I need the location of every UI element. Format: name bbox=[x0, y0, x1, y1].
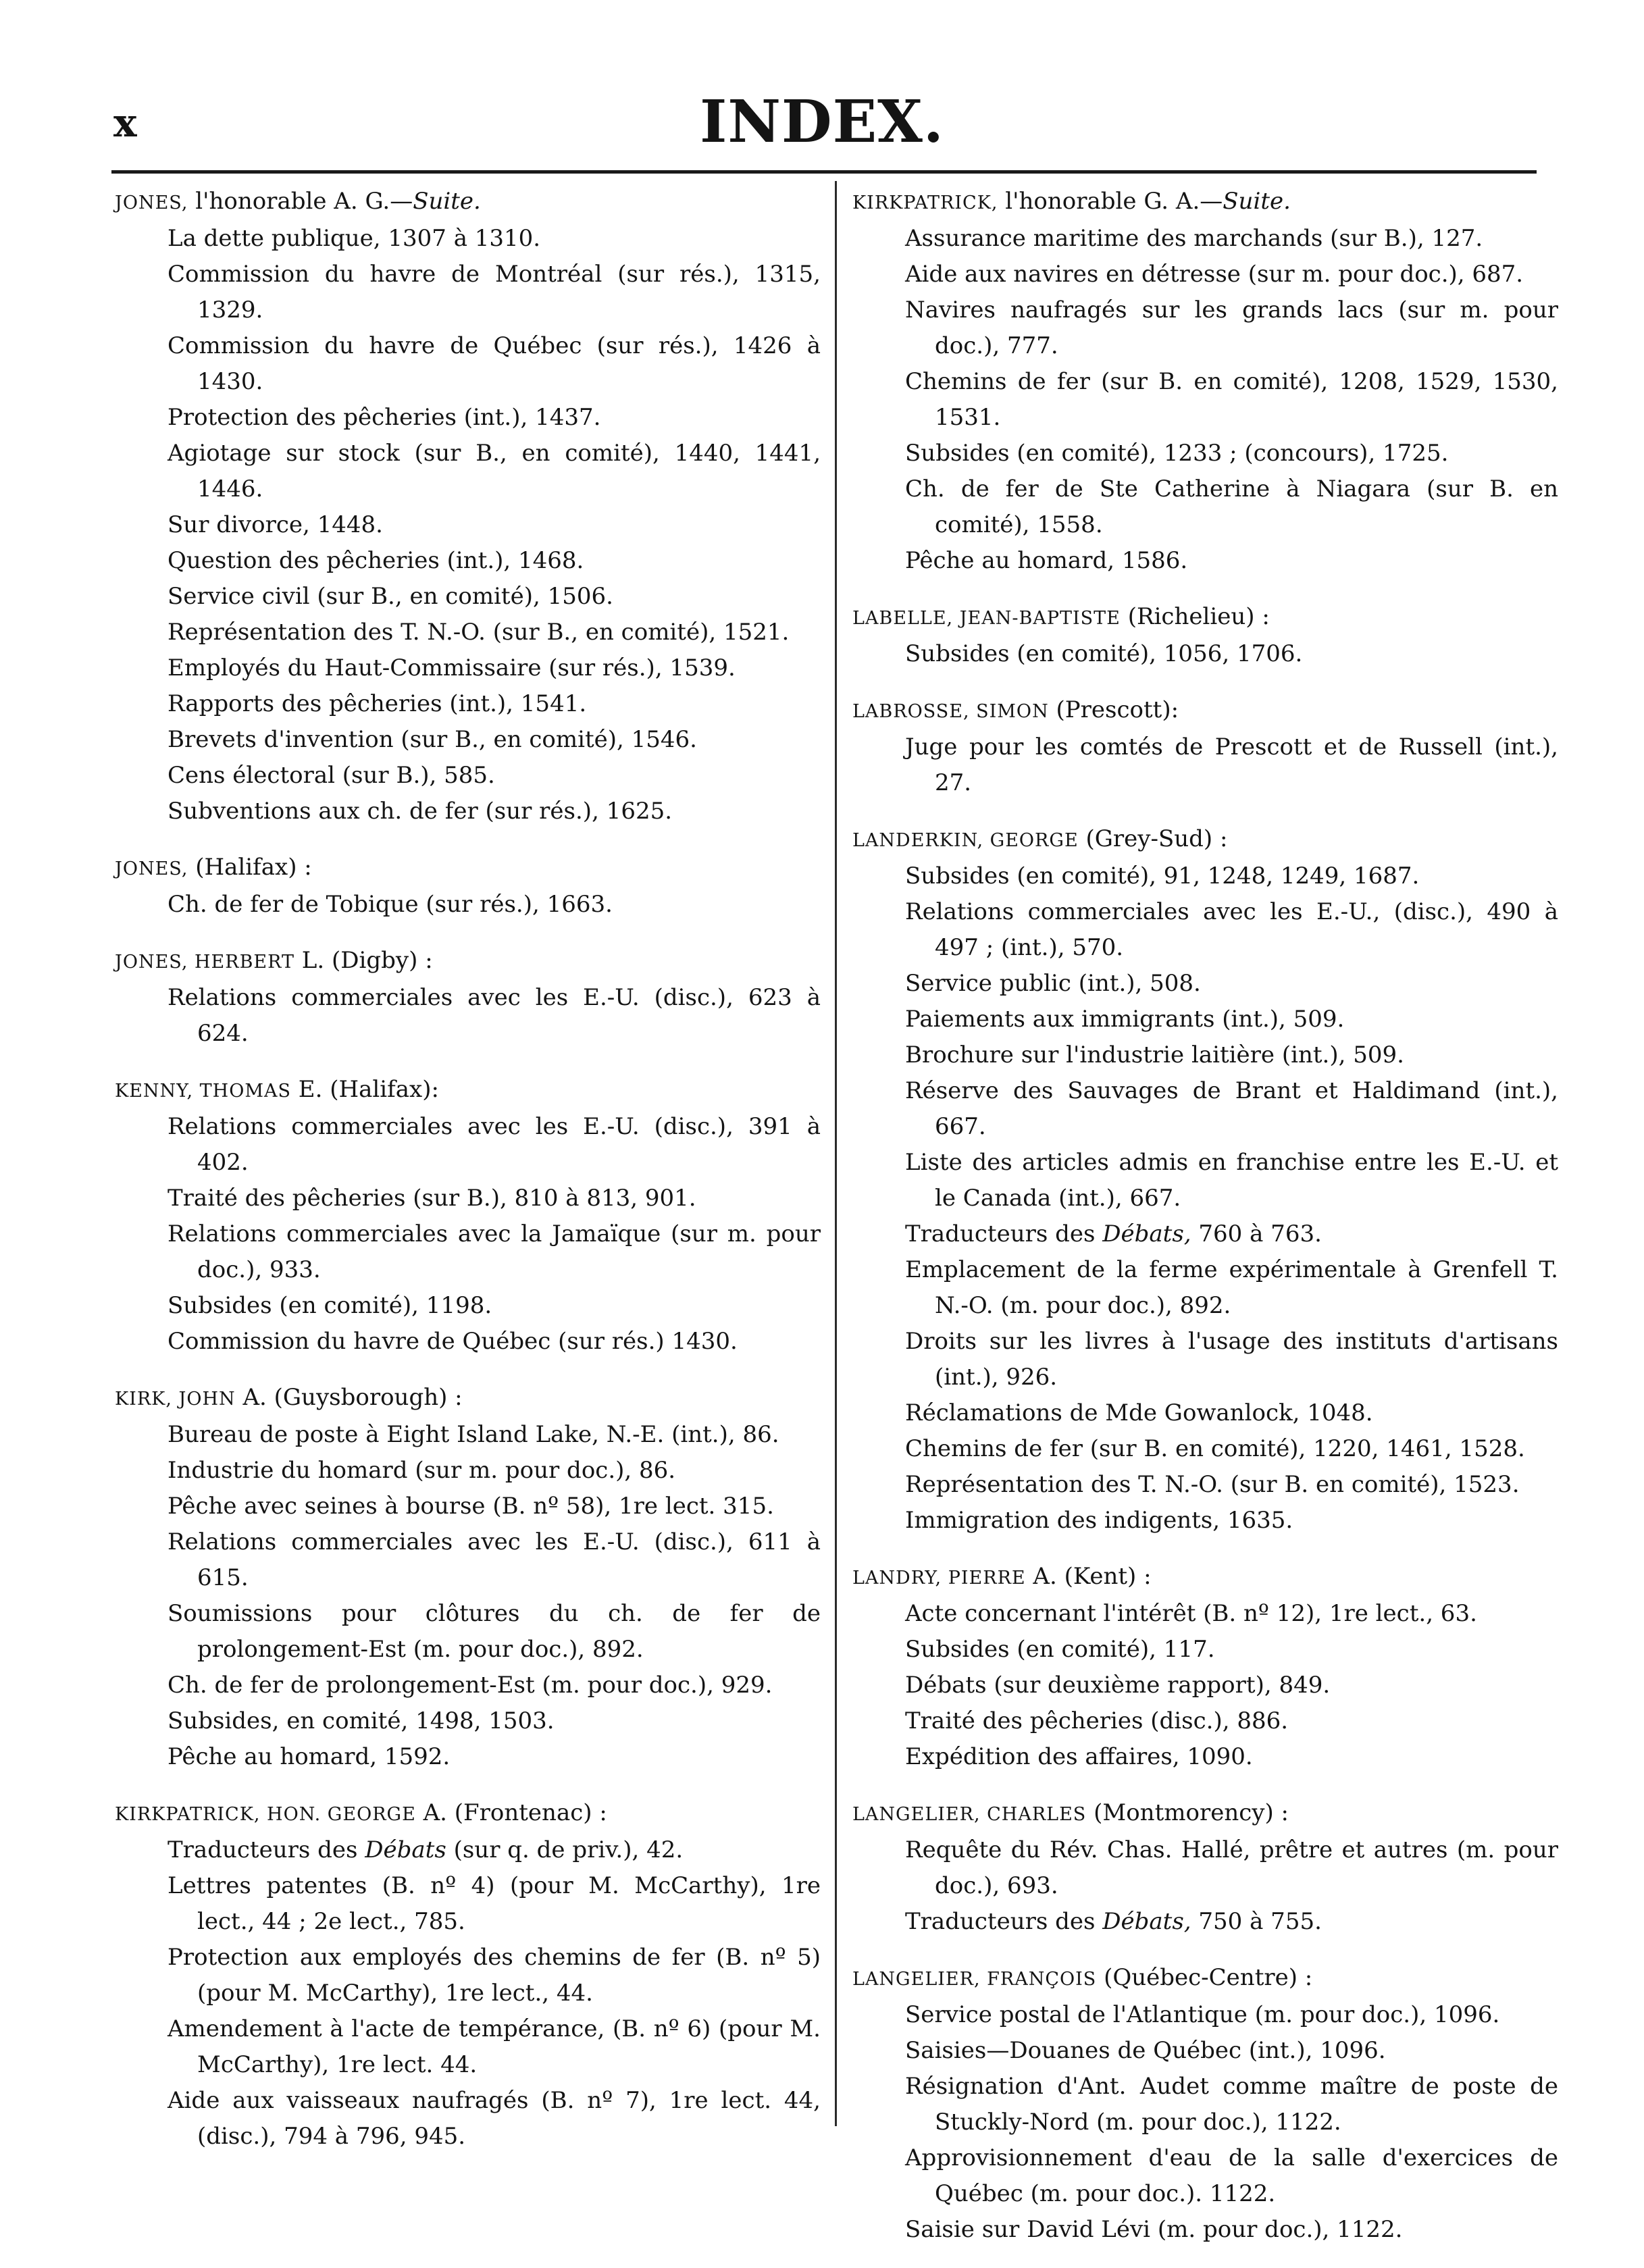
column-divider bbox=[835, 181, 837, 2126]
index-subentry: Relations commerciales avec les E.-U. (disc.), 391 à 402. bbox=[168, 1113, 821, 1176]
index-subentry: Débats (sur deuxième rapport), 849. bbox=[905, 1672, 1331, 1699]
index-subentry: Liste des articles admis en franchise entre les E.-U. et le Canada (int.), 667. bbox=[905, 1149, 1558, 1212]
entry-detail: A. (Guysborough) : bbox=[235, 1384, 463, 1411]
index-subentry: Brochure sur l'industrie laitière (int.), 509. bbox=[905, 1041, 1404, 1068]
index-subentry: Industrie du homard (sur m. pour doc.), 86. bbox=[168, 1457, 676, 1484]
page-number: x bbox=[113, 100, 137, 146]
index-entry bbox=[115, 943, 821, 1052]
index-subentry: Expédition des affaires, 1090. bbox=[905, 1743, 1253, 1770]
index-subentry: Chemins de fer (sur B. en comité), 1220, 1461, 1528. bbox=[905, 1435, 1525, 1462]
index-column-right bbox=[852, 184, 1558, 2268]
entry-continued: Suite. bbox=[413, 188, 481, 215]
entry-detail: (Grey-Sud) : bbox=[1078, 825, 1228, 852]
entry-name: LABROSSE, SIMON bbox=[852, 701, 1049, 722]
index-subentry: Rapports des pêcheries (int.), 1541. bbox=[168, 690, 587, 717]
index-entry bbox=[852, 1795, 1558, 1940]
index-subentry: Traducteurs des Débats, 760 à 763. bbox=[905, 1220, 1322, 1247]
index-subentry: La dette publique, 1307 à 1310. bbox=[168, 225, 541, 252]
entry-heading bbox=[115, 184, 821, 221]
index-entry bbox=[852, 1960, 1558, 2248]
index-subentry: Assurance maritime des marchands (sur B.), 127. bbox=[905, 225, 1483, 252]
entry-detail: (Richelieu) : bbox=[1120, 603, 1270, 630]
index-subentry: Ch. de fer de Tobique (sur rés.), 1663. bbox=[168, 891, 613, 918]
index-subentry: Amendement à l'acte de tempérance, (B. nº 6) (pour M. McCarthy), 1re lect. 44. bbox=[168, 2015, 821, 2078]
entry-name: KENNY, THOMAS bbox=[115, 1081, 291, 1102]
page-header bbox=[0, 0, 1644, 162]
entry-heading bbox=[852, 692, 1558, 729]
index-subentry: Subsides (en comité), 91, 1248, 1249, 1687. bbox=[905, 862, 1420, 890]
index-subentry: Pêche au homard, 1592. bbox=[168, 1743, 451, 1770]
entry-name: LANDERKIN, GEORGE bbox=[852, 830, 1079, 851]
index-subentry: Subventions aux ch. de fer (sur rés.), 1625. bbox=[168, 798, 673, 825]
entry-name: JONES, bbox=[115, 192, 188, 213]
index-entry bbox=[852, 184, 1558, 579]
index-subentry: Aide aux navires en détresse (sur m. pour doc.), 687. bbox=[905, 261, 1524, 288]
index-subentry: Emplacement de la ferme expérimentale à Grenfell T. N.-O. (m. pour doc.), 892. bbox=[905, 1256, 1558, 1319]
index-subentry: Traducteurs des Débats, 750 à 755. bbox=[905, 1908, 1322, 1935]
index-subentry: Représentation des T. N.-O. (sur B., en comité), 1521. bbox=[168, 619, 790, 646]
entry-detail: (Québec-Centre) : bbox=[1096, 1964, 1313, 1991]
index-entry bbox=[852, 599, 1558, 672]
index-subentry: Subsides, en comité, 1498, 1503. bbox=[168, 1707, 555, 1734]
index-subentry: Réserve des Sauvages de Brant et Haldimand (int.), 667. bbox=[905, 1077, 1558, 1140]
index-subentry: Ch. de fer de Ste Catherine à Niagara (sur B. en comité), 1558. bbox=[905, 475, 1558, 538]
index-subentry: Question des pêcheries (int.), 1468. bbox=[168, 547, 584, 574]
index-entry bbox=[852, 821, 1558, 1539]
index-subentry: Résignation d'Ant. Audet comme maître de poste de Stuckly-Nord (m. pour doc.), 1122. bbox=[905, 2073, 1558, 2136]
entry-detail: l'honorable G. A.— bbox=[998, 188, 1223, 215]
index-subentry: Relations commerciales avec les E.-U. (disc.), 611 à 615. bbox=[168, 1528, 821, 1591]
index-subentry: Subsides (en comité), 1233 ; (concours), 1725. bbox=[905, 440, 1449, 467]
index-entry bbox=[852, 692, 1558, 801]
entry-heading bbox=[115, 850, 821, 887]
index-subentry: Chemins de fer (sur B. en comité), 1208, 1529, 1530, 1531. bbox=[905, 368, 1558, 431]
index-subentry: Protection des pêcheries (int.), 1437. bbox=[168, 404, 601, 431]
index-subentry: Juge pour les comtés de Prescott et de Russell (int.), 27. bbox=[905, 733, 1558, 796]
index-subentry: Traducteurs des Débats (sur q. de priv.), 42. bbox=[168, 1836, 684, 1863]
index-subentry: Relations commerciales avec les E.-U. (disc.), 623 à 624. bbox=[168, 984, 821, 1047]
entry-heading bbox=[852, 184, 1558, 221]
entry-continued: Suite. bbox=[1223, 188, 1291, 215]
index-subentry: Bureau de poste à Eight Island Lake, N.-E. (int.), 86. bbox=[168, 1421, 779, 1448]
index-subentry: Subsides (en comité), 117. bbox=[905, 1636, 1215, 1663]
entry-heading bbox=[852, 1960, 1558, 1997]
entry-heading bbox=[852, 1795, 1558, 1832]
index-subentry: Service public (int.), 508. bbox=[905, 970, 1201, 997]
index-entry bbox=[115, 184, 821, 829]
index-subentry: Navires naufragés sur les grands lacs (sur m. pour doc.), 777. bbox=[905, 297, 1558, 359]
entry-name: KIRKPATRICK, HON. GEORGE bbox=[115, 1804, 416, 1825]
index-subentry: Traité des pêcheries (sur B.), 810 à 813, 901. bbox=[168, 1185, 696, 1212]
index-subentry: Traité des pêcheries (disc.), 886. bbox=[905, 1707, 1289, 1734]
index-subentry: Commission du havre de Québec (sur rés.) 1430. bbox=[168, 1328, 738, 1355]
index-subentry: Approvisionnement d'eau de la salle d'exercices de Québec (m. pour doc.). 1122. bbox=[905, 2144, 1558, 2207]
index-subentry: Agiotage sur stock (sur B., en comité), 1440, 1441, 1446. bbox=[168, 440, 821, 502]
index-subentry: Sur divorce, 1448. bbox=[168, 511, 383, 538]
entry-heading bbox=[115, 1795, 821, 1832]
index-subentry: Pêche avec seines à bourse (B. nº 58), 1re lect. 315. bbox=[168, 1493, 774, 1520]
index-subentry: Droits sur les livres à l'usage des instituts d'artisans (int.), 926. bbox=[905, 1328, 1558, 1391]
index-subentry: Immigration des indigents, 1635. bbox=[905, 1507, 1293, 1534]
entry-detail: E. (Halifax): bbox=[290, 1076, 439, 1103]
index-subentry: Service civil (sur B., en comité), 1506. bbox=[168, 583, 613, 610]
index-subentry: Relations commerciales avec les E.-U., (disc.), 490 à 497 ; (int.), 570. bbox=[905, 898, 1558, 961]
entry-detail: (Halifax) : bbox=[188, 854, 312, 881]
entry-name: LANDRY, PIERRE bbox=[852, 1568, 1026, 1589]
index-subentry: Relations commerciales avec la Jamaïque (sur m. pour doc.), 933. bbox=[168, 1220, 821, 1283]
index-subentry: Service postal de l'Atlantique (m. pour doc.), 1096. bbox=[905, 2001, 1500, 2028]
index-entry bbox=[115, 850, 821, 923]
index-subentry: Commission du havre de Montréal (sur rés.), 1315, 1329. bbox=[168, 261, 821, 324]
index-subentry: Protection aux employés des chemins de fer (B. nº 5) (pour M. McCarthy), 1re lect., 44. bbox=[168, 1944, 821, 2007]
index-subentry: Subsides (en comité), 1056, 1706. bbox=[905, 640, 1303, 667]
index-subentry: Réclamations de Mde Gowanlock, 1048. bbox=[905, 1399, 1373, 1426]
index-subentry: Commission du havre de Québec (sur rés.), 1426 à 1430. bbox=[168, 332, 821, 395]
entry-name: LANGELIER, FRANÇOIS bbox=[852, 1969, 1097, 1990]
entry-heading bbox=[852, 821, 1558, 858]
page-title: INDEX. bbox=[700, 88, 944, 156]
index-column-left bbox=[115, 184, 821, 2175]
index-entry bbox=[852, 1559, 1558, 1775]
entry-name: KIRK, JOHN bbox=[115, 1389, 236, 1410]
entry-name: KIRKPATRICK, bbox=[852, 192, 998, 213]
index-entry bbox=[115, 1380, 821, 1775]
entry-name: JONES, HERBERT bbox=[115, 952, 294, 973]
entry-detail: A. (Frontenac) : bbox=[415, 1799, 607, 1826]
entry-detail: (Prescott): bbox=[1048, 696, 1179, 723]
index-subentry: Requête du Rév. Chas. Hallé, prêtre et autres (m. pour doc.), 693. bbox=[905, 1836, 1558, 1899]
entry-heading bbox=[115, 1072, 821, 1109]
index-subentry: Représentation des T. N.-O. (sur B. en comité), 1523. bbox=[905, 1471, 1520, 1498]
index-subentry: Soumissions pour clôtures du ch. de fer de prolongement-Est (m. pour doc.), 892. bbox=[168, 1600, 821, 1663]
entry-name: LABELLE, JEAN-BAPTISTE bbox=[852, 608, 1121, 629]
entry-detail: L. (Digby) : bbox=[294, 947, 433, 974]
index-subentry: Employés du Haut-Commissaire (sur rés.), 1539. bbox=[168, 654, 736, 681]
entry-heading bbox=[852, 599, 1558, 636]
entry-detail: A. (Kent) : bbox=[1025, 1563, 1152, 1590]
index-subentry: Saisies—Douanes de Québec (int.), 1096. bbox=[905, 2037, 1386, 2064]
index-subentry: Acte concernant l'intérêt (B. nº 12), 1re lect., 63. bbox=[905, 1600, 1477, 1627]
index-subentry: Pêche au homard, 1586. bbox=[905, 547, 1188, 574]
index-subentry: Cens électoral (sur B.), 585. bbox=[168, 762, 495, 789]
index-entry bbox=[115, 1072, 821, 1360]
index-subentry: Brevets d'invention (sur B., en comité), 1546. bbox=[168, 726, 697, 753]
entry-heading bbox=[852, 1559, 1558, 1596]
entry-detail: (Montmorency) : bbox=[1086, 1799, 1289, 1826]
index-subentry: Ch. de fer de prolongement-Est (m. pour doc.), 929. bbox=[168, 1672, 773, 1699]
entry-heading bbox=[115, 1380, 821, 1417]
index-subentry: Saisie sur David Lévi (m. pour doc.), 1122. bbox=[905, 2216, 1403, 2243]
entry-name: JONES, bbox=[115, 858, 188, 879]
entry-heading bbox=[115, 943, 821, 980]
index-subentry: Aide aux vaisseaux naufragés (B. nº 7), 1re lect. 44, (disc.), 794 à 796, 945. bbox=[168, 2087, 821, 2150]
entry-name: LANGELIER, CHARLES bbox=[852, 1804, 1087, 1825]
index-subentry: Paiements aux immigrants (int.), 509. bbox=[905, 1006, 1345, 1033]
index-entry bbox=[115, 1795, 821, 2155]
index-subentry: Subsides (en comité), 1198. bbox=[168, 1292, 492, 1319]
entry-detail: l'honorable A. G.— bbox=[188, 188, 413, 215]
index-subentry: Lettres patentes (B. nº 4) (pour M. McCarthy), 1re lect., 44 ; 2e lect., 785. bbox=[168, 1872, 821, 1935]
header-rule bbox=[111, 170, 1537, 174]
